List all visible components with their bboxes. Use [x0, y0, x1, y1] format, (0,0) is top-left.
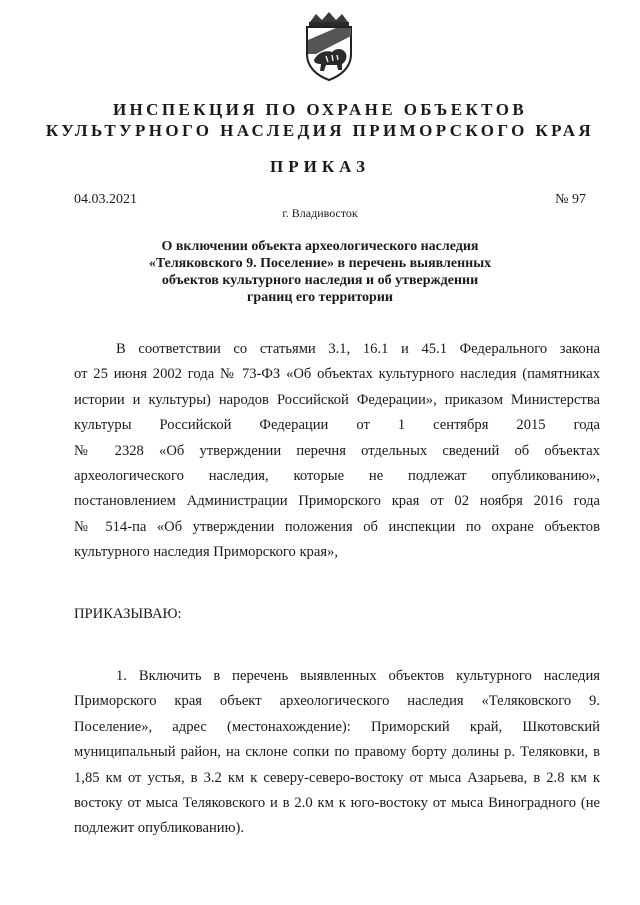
- text-line: муниципальный район, на склоне сопки по правому борту долины р. Теляковки, в: [74, 744, 600, 761]
- document-number: № 97: [555, 192, 586, 207]
- text-line: культурного наследия Приморского края»,: [74, 544, 338, 561]
- text-line: постановлением Администрации Приморского края от 02 ноября 2016 года: [74, 493, 600, 510]
- text-line: 1. Включить в перечень выявленных объектов культурного наследия: [116, 668, 600, 684]
- text-line: археологического наследия, которые не подлежат опубликованию»,: [74, 467, 600, 484]
- order-word: ПРИКАЗЫВАЮ:: [74, 606, 182, 622]
- title-line: О включении объекта археологического наследия: [161, 239, 479, 254]
- organization-name-line2: КУЛЬТУРНОГО НАСЛЕДИЯ ПРИМОРСКОГО КРАЯ: [45, 121, 595, 140]
- text-line: востоку от мыса Теляковского и в 2.0 км к юго-востоку от мыса Виноградного (не: [74, 794, 600, 811]
- coat-of-arms-icon: [296, 10, 362, 82]
- text-line: № 514-па «Об утверждении положения об инспекции по охране объектов: [74, 518, 600, 535]
- document-date: 04.03.2021: [74, 192, 137, 207]
- text-line: 1,85 км от устья, в 3.2 км к северу-северо-востоку от мыса Азарьева, в 2.8 км к: [74, 769, 600, 786]
- organization-name-line1: ИНСПЕКЦИЯ ПО ОХРАНЕ ОБЪЕКТОВ: [112, 100, 528, 119]
- title-line: границ его территории: [247, 290, 393, 305]
- clause-1-paragraph: [74, 664, 600, 842]
- preamble-paragraph: [74, 337, 600, 566]
- title-line: объектов культурного наследия и об утверждении: [161, 273, 479, 288]
- text-line: подлежит опубликованию).: [74, 820, 245, 837]
- text-line: № 2328 «Об утверждении перечня отдельных сведений об объектах: [74, 442, 600, 459]
- text-line: от 25 июня 2002 года № 73-ФЗ «Об объектах культурного наследия (памятниках: [74, 366, 600, 383]
- title-line: «Теляковского 9. Поселение» в перечень выявленных: [148, 256, 492, 271]
- text-line: Приморского края объект археологического наследия «Теляковского 9.: [74, 693, 600, 710]
- text-line: В соответствии со статьями 3.1, 16.1 и 45.1 Федерального закона: [116, 341, 600, 357]
- text-line: культуры Российской Федерации от 1 сентября 2015 года: [74, 417, 600, 434]
- text-line: истории и культуры) народов Российской Федерации», приказом Министерства: [74, 391, 600, 408]
- document-city: г. Владивосток: [282, 206, 358, 220]
- document-type: ПРИКАЗ: [270, 157, 370, 176]
- text-line: Поселение», адрес (местонахождение): Приморский край, Шкотовский: [74, 718, 600, 735]
- document-title: [110, 238, 530, 306]
